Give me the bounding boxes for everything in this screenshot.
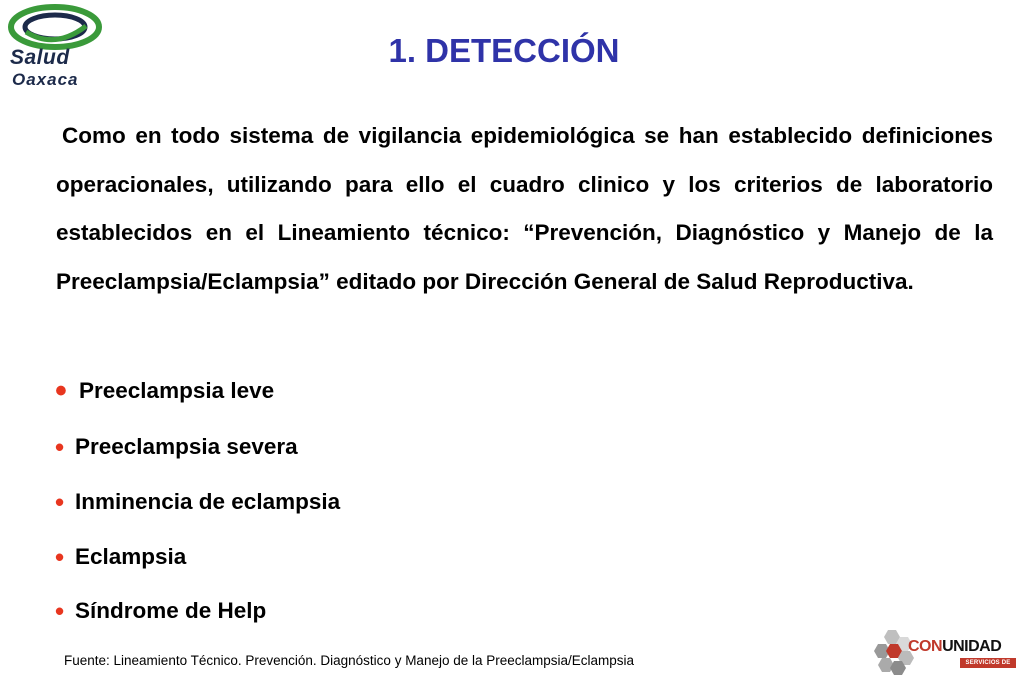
list-item-label: Preeclampsia severa [75,434,298,459]
list-item-label: Síndrome de Help [75,598,267,623]
logo-line-2: Oaxaca [12,70,79,89]
source-note: Fuente: Lineamiento Técnico. Prevención. Diagnóstico y Manejo de la Preeclampsia/Eclampsia [64,653,635,668]
list-item [55,542,186,572]
list-item-label: Eclampsia [75,544,187,569]
conunidad-logo [874,628,1020,680]
body-paragraph: Como en todo sistema de vigilancia epidemiológica se han establecido definiciones operacionales, utilizando para ello el cuadro clinico y los criterios de laboratorio establecidos en el Lineamiento técnico: “Prevención, Diagnóstico y Manejo de la Preeclampsia/Eclampsia” editado por Dirección General de Salud Reproductiva. [56,123,993,294]
list-item-label: Preeclampsia leve [79,378,275,403]
list-item [55,372,275,410]
list-item-label: Inminencia de eclampsia [75,489,341,514]
conunidad-tagline: SERVICIOS DE SALUD [960,658,1016,668]
bullet-icon: • [55,372,67,410]
conunidad-wordmark: CONUNIDAD [908,638,1002,655]
logo-line-1: Salud [10,46,70,69]
page-title: 1. DETECCIÓN [388,32,620,69]
list-item [55,432,298,462]
bullet-icon: • [55,542,65,572]
bullet-icon: • [55,596,65,626]
bullet-icon: • [55,432,65,462]
list-item [55,487,340,517]
bullet-icon: • [55,487,65,517]
list-item [55,596,266,626]
